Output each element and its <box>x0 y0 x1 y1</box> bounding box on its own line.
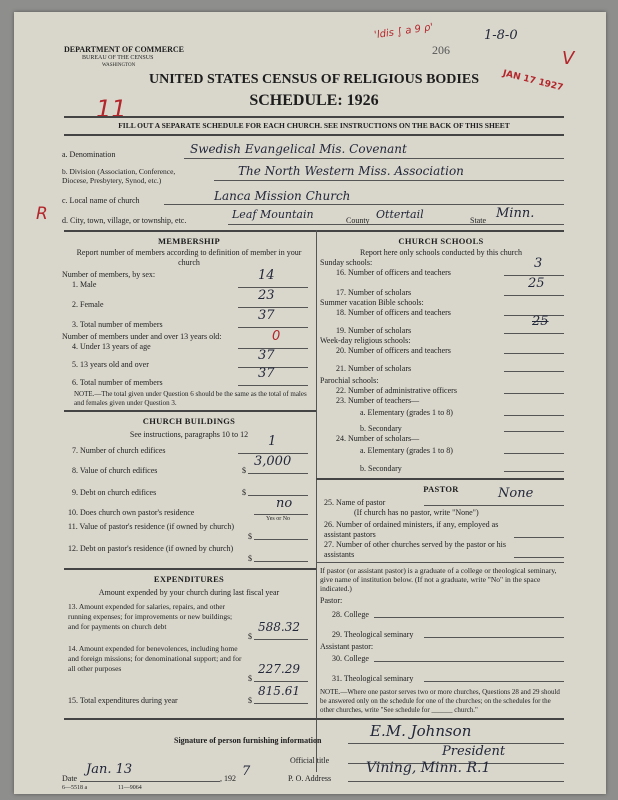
date-stamp: JAN 17 1927 <box>501 68 564 94</box>
city-label: d. City, town, village, or township, etc. <box>62 216 187 225</box>
state-label: State <box>470 216 486 225</box>
q19-label: 19. Number of scholars <box>336 326 412 335</box>
rule <box>254 539 308 540</box>
q21-label: 21. Number of scholars <box>336 364 412 373</box>
rule <box>504 393 564 394</box>
rule <box>504 353 564 354</box>
q17-value[interactable]: 25 <box>528 276 545 291</box>
rule <box>80 781 220 782</box>
q2-label: 2. Female <box>72 300 104 309</box>
q22-label: 22. Number of administrative officers <box>336 386 457 395</box>
rule <box>64 410 316 412</box>
rule <box>64 568 316 570</box>
q10-label: 10. Does church own pastor's residence <box>68 508 195 517</box>
city-value[interactable]: Leaf Mountain <box>232 208 314 221</box>
date-value[interactable]: Jan. 13 <box>86 762 133 777</box>
q15-dollar: $ <box>248 696 252 705</box>
q2-value[interactable]: 23 <box>258 288 275 303</box>
county-value[interactable]: Ottertail <box>376 208 424 221</box>
denomination-label: a. Denomination <box>62 150 116 159</box>
schools-intro: Report here only schools conducted by this church <box>360 248 522 257</box>
membership-intro: Report number of members according to definition of member in your church <box>76 248 302 267</box>
q13-dollar: $ <box>248 632 252 641</box>
rule <box>504 295 564 296</box>
q11-dollar: $ <box>248 532 252 541</box>
division-value[interactable]: The North Western Miss. Association <box>238 164 464 178</box>
rule <box>248 473 308 474</box>
rule <box>254 681 308 682</box>
rule <box>424 637 564 638</box>
q9-label: 9. Debt on church edifices <box>72 488 157 497</box>
rule <box>64 116 564 118</box>
q16-label: 16. Number of officers and teachers <box>336 268 451 277</box>
q9-dollar: $ <box>242 488 246 497</box>
bureau-city: WASHINGTON <box>102 63 136 68</box>
census-schedule-page <box>14 12 606 794</box>
q24-label: 24. Number of scholars— <box>336 434 420 443</box>
pastor-note: NOTE.—Where one pastor serves two or more churches, Questions 28 and 29 should be answered only on the schedule for one of the churches; on the schedules for the other churches, write "See schedule for ______ church." <box>320 688 560 714</box>
q28-label: 28. College <box>332 610 369 619</box>
weekday-label: Week-day religious schools: <box>320 336 411 345</box>
rule <box>238 385 308 386</box>
q12-dollar: $ <box>248 554 252 563</box>
by-age-label: Number of members under and over 13 years old: <box>62 332 222 341</box>
q4-value[interactable]: 0 <box>272 329 281 344</box>
yes-no-hint: Yes or No <box>266 516 291 522</box>
rule <box>504 471 564 472</box>
by-sex-label: Number of members, by sex: <box>62 270 156 279</box>
rule <box>316 478 564 480</box>
q24b-label: b. Secondary <box>360 464 402 473</box>
rule <box>64 134 564 136</box>
check-mark: V <box>562 48 575 69</box>
local-name-value[interactable]: Lanca Mission Church <box>214 189 351 203</box>
top-code: 1-8-0 <box>484 28 518 43</box>
q26-label: 26. Number of ordained ministers, if any, employed as assistant pastors <box>324 520 499 539</box>
print-number: 11—9064 <box>118 785 142 791</box>
rule <box>504 371 564 372</box>
graduate-note: If pastor (or assistant pastor) is a graduate of a college or theological seminary, give name of institution below. (If not a graduate, write "No" in the space indicated.) <box>320 566 557 593</box>
q23a-label: a. Elementary (grades 1 to 8) <box>360 408 453 417</box>
q10-value[interactable]: no <box>276 496 293 511</box>
official-title-value[interactable]: President <box>442 744 506 759</box>
membership-note: NOTE.—The total given under Question 6 should be the same as the total of males and females given under Question 3. <box>74 390 307 407</box>
q24a-label: a. Elementary (grades 1 to 8) <box>360 446 453 455</box>
q4-label: 4. Under 13 years of age <box>72 342 151 351</box>
red-scribble: 'ldis ∫ a 9 ρ' <box>373 21 434 42</box>
rule <box>214 180 564 181</box>
title-main: UNITED STATES CENSUS OF RELIGIOUS BODIES <box>148 72 479 87</box>
state-value[interactable]: Minn. <box>496 206 535 221</box>
q14-value[interactable]: 227.29 <box>258 662 300 676</box>
signature-value[interactable]: E.M. Johnson <box>370 722 472 740</box>
q1-label: 1. Male <box>72 280 97 289</box>
local-name-label: c. Local name of church <box>62 196 140 205</box>
q25-value[interactable]: None <box>498 486 534 501</box>
rule <box>254 561 308 562</box>
q27-label: 27. Number of other churches served by the pastor or his assistants <box>324 540 506 559</box>
rule <box>504 431 564 432</box>
title-schedule: SCHEDULE: 1926 <box>249 92 379 109</box>
rule <box>164 204 564 205</box>
rule <box>514 557 564 558</box>
q5-label: 5. 13 years old and over <box>72 360 149 369</box>
q3-label: 3. Total number of members <box>72 320 163 329</box>
county-label: County <box>346 216 370 225</box>
q19-value[interactable]: 25 <box>532 314 549 329</box>
q1-value[interactable]: 14 <box>258 268 275 283</box>
q16-value[interactable]: 3 <box>534 256 543 271</box>
form-number: 6—5518 a <box>62 785 88 791</box>
q6-value[interactable]: 37 <box>258 366 275 381</box>
rule <box>254 703 308 704</box>
q6-label: 6. Total number of members <box>72 378 163 387</box>
official-title-label: Official title <box>290 756 330 765</box>
rule <box>238 327 308 328</box>
rule <box>316 562 564 563</box>
q8-value[interactable]: 3,000 <box>254 454 292 469</box>
q25-label: 25. Name of pastor <box>324 498 386 507</box>
q5-value[interactable]: 37 <box>258 348 275 363</box>
bureau-name: BUREAU OF THE CENSUS <box>82 55 154 61</box>
rule <box>374 617 564 618</box>
signature-label: Signature of person furnishing information <box>174 736 322 745</box>
rule <box>64 718 564 720</box>
schools-heading: CHURCH SCHOOLS <box>398 236 484 246</box>
q13-value[interactable]: 588.32 <box>258 620 300 634</box>
q14-dollar: $ <box>248 674 252 683</box>
year-value[interactable]: 7 <box>242 764 251 779</box>
q20-label: 20. Number of officers and teachers <box>336 346 451 355</box>
rule <box>504 333 564 334</box>
year-prefix: , 192 <box>220 774 236 783</box>
rule <box>424 681 564 682</box>
q8-label: 8. Value of church edifices <box>72 466 158 475</box>
rule <box>348 781 564 782</box>
q18-label: 18. Number of officers and teachers <box>336 308 451 317</box>
q15-value[interactable]: 815.61 <box>258 684 300 698</box>
red-mark-left: 11 <box>96 95 127 123</box>
rule <box>504 453 564 454</box>
column-divider <box>316 230 317 772</box>
q13-label: 13. Amount expended for salaries, repairs, and other running expenses; for improvements or new buildings; and for payments on church debt <box>68 602 233 631</box>
instruction-line: FILL OUT A SEPARATE SCHEDULE FOR EACH CHURCH. SEE INSTRUCTIONS ON THE BACK OF THIS SHEET <box>118 121 510 130</box>
buildings-heading: CHURCH BUILDINGS <box>142 416 236 426</box>
assistant-sub-label: Assistant pastor: <box>320 642 374 651</box>
buildings-sub: See instructions, paragraphs 10 to 12 <box>129 430 249 439</box>
denomination-value[interactable]: Swedish Evangelical Mis. Covenant <box>190 142 407 156</box>
q15-label: 15. Total expenditures during year <box>68 696 178 705</box>
pastor-heading: PASTOR <box>423 484 459 494</box>
address-label: P. O. Address <box>288 774 332 783</box>
rule <box>228 224 564 225</box>
q7-value[interactable]: 1 <box>268 434 277 449</box>
rule <box>514 537 564 538</box>
expenditures-sub: Amount expended by your church during last fiscal year <box>98 588 280 597</box>
rule <box>184 158 564 159</box>
q3-value[interactable]: 37 <box>258 308 275 323</box>
rule <box>424 505 564 506</box>
rule <box>374 661 564 662</box>
date-label: Date <box>62 774 78 783</box>
q11-label: 11. Value of pastor's residence (if owned by church) <box>68 522 235 531</box>
q23-label: 23. Number of teachers— <box>336 396 420 405</box>
q12-label: 12. Debt on pastor's residence (if owned by church) <box>68 544 234 553</box>
rule <box>254 639 308 640</box>
q29-label: 29. Theological seminary <box>332 630 414 639</box>
q7-label: 7. Number of church edifices <box>72 446 166 455</box>
summer-label: Summer vacation Bible schools: <box>320 298 424 307</box>
q14-label: 14. Amount expended for benevolences, including home and foreign missions; for denominational support; and for all other purposes <box>68 644 242 673</box>
pastor-sub-label: Pastor: <box>320 596 343 605</box>
division-label: b. Division (Association, Conference, Diocese, Presbytery, Synod, etc.) <box>62 167 176 185</box>
sunday-label: Sunday schools: <box>320 258 373 267</box>
q31-label: 31. Theological seminary <box>332 674 414 683</box>
rule <box>504 415 564 416</box>
q17-label: 17. Number of scholars <box>336 288 412 297</box>
q30-label: 30. College <box>332 654 369 663</box>
parochial-label: Parochial schools: <box>320 376 379 385</box>
dept-name: DEPARTMENT OF COMMERCE <box>64 45 185 54</box>
expenditures-heading: EXPENDITURES <box>153 574 225 584</box>
red-margin-mark: R <box>36 204 48 224</box>
q25-note: (If church has no pastor, write "None") <box>354 508 479 517</box>
address-value[interactable]: Vining, Minn. R.1 <box>366 760 491 776</box>
q23b-label: b. Secondary <box>360 424 402 433</box>
q8-dollar: $ <box>242 466 246 475</box>
stamp-number: 206 <box>432 43 450 57</box>
rule <box>64 230 564 232</box>
membership-heading: MEMBERSHIP <box>157 236 221 246</box>
